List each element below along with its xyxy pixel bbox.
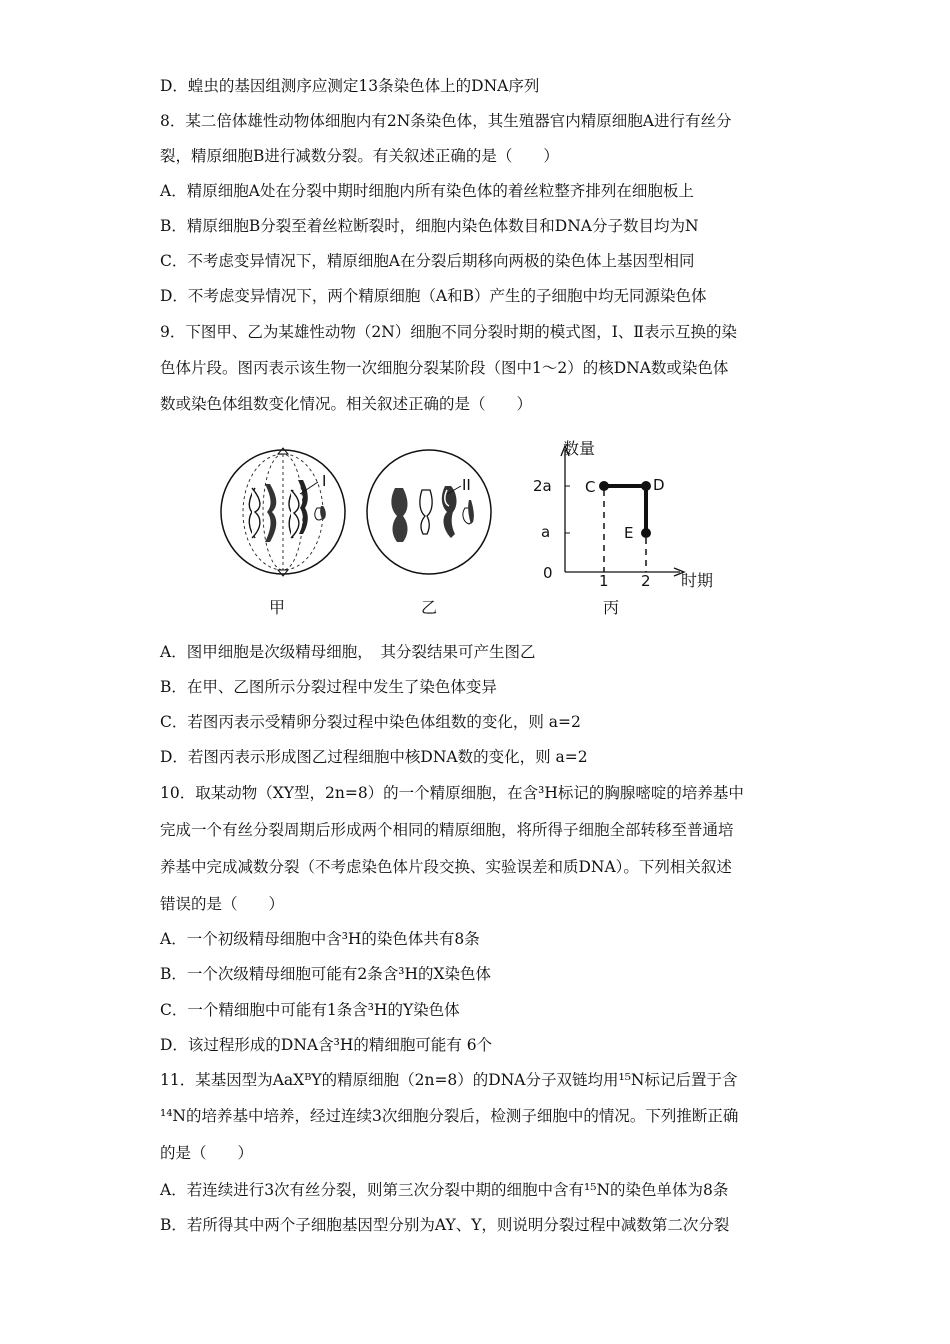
point-e — [641, 528, 651, 538]
question-11-stem-cont: ¹⁴N的培养基中培养，经过连续3次细胞分裂后，检测子细胞中的情况。下列推断正确 — [160, 1107, 739, 1125]
y-axis-label: 数量 — [563, 439, 596, 458]
cell-yi — [367, 450, 491, 574]
y-tick-0: 0 — [543, 564, 553, 582]
point-label-e: E — [624, 524, 634, 542]
x-axis-label: 时期 — [681, 571, 714, 590]
label-segment-ii: II — [462, 476, 471, 494]
y-tick-a: a — [541, 523, 551, 541]
caption-jia: 甲 — [269, 598, 286, 617]
question-9-stem-cont2: 数或染色体组数变化情况。相关叙述正确的是（ ） — [160, 395, 533, 413]
question-10-option-d: D．该过程形成的DNA含³H的精细胞可能有 6个 — [160, 1036, 493, 1054]
question-10-stem-cont2: 养基中完成减数分裂（不考虑染色体片段交换、实验误差和质DNA）。下列相关叙述 — [160, 858, 732, 876]
point-label-d: D — [653, 476, 665, 494]
question-8-option-d: D．不考虑变异情况下，两个精原细胞（A和B）产生的子细胞中均无同源染色体 — [160, 287, 707, 305]
caption-yi: 乙 — [421, 598, 438, 617]
question-9-stem-cont: 色体片段。图丙表示该生物一次细胞分裂某阶段（图中1～2）的核DNA数或染色体 — [160, 359, 729, 377]
question-10-stem-cont3: 错误的是（ ） — [160, 895, 285, 913]
question-11-option-a: A．若连续进行3次有丝分裂，则第三次分裂中期的细胞中含有¹⁵N的染色单体为8条 — [160, 1181, 729, 1199]
label-segment-i: I — [322, 472, 327, 490]
question-10-option-b: B．一个次级精母细胞可能有2条含³H的X染色体 — [160, 965, 492, 983]
question-8-stem-cont: 裂，精原细胞B进行减数分裂。有关叙述正确的是（ ） — [160, 147, 559, 165]
point-label-c: C — [585, 478, 596, 496]
question-9-option-c: C．若图丙表示受精卵分裂过程中染色体组数的变化，则 a=2 — [160, 713, 581, 731]
question-9-option-d: D．若图丙表示形成图乙过程细胞中核DNA数的变化，则 a=2 — [160, 748, 588, 766]
point-c — [599, 481, 609, 491]
point-d — [641, 481, 651, 491]
chart-bing — [533, 439, 713, 590]
question-8-option-c: C．不考虑变异情况下，精原细胞A在分裂后期移向两极的染色体上基因型相同 — [160, 252, 695, 270]
question-11-stem-cont2: 的是（ ） — [160, 1144, 254, 1162]
question-9-option-a: A．图甲细胞是次级精母细胞， 其分裂结果可产生图乙 — [160, 643, 536, 661]
question-10-option-a: A．一个初级精母细胞中含³H的染色体共有8条 — [160, 930, 480, 948]
cell-jia — [221, 448, 345, 576]
text-line-1: D．蝗虫的基因组测序应测定13条染色体上的DNA序列 — [160, 77, 540, 95]
question-10-stem-cont: 完成一个有丝分裂周期后形成两个相同的精原细胞，将所得子细胞全部转移至普通培 — [160, 821, 734, 839]
question-8-stem: 8．某二倍体雄性动物体细胞内有2N条染色体，其生殖器官内精原细胞A进行有丝分 — [160, 112, 732, 130]
y-tick-2a: 2a — [533, 477, 552, 495]
caption-bing: 丙 — [603, 598, 620, 617]
x-tick-1: 1 — [599, 572, 609, 590]
question-10-option-c: C．一个精细胞中可能有1条含³H的Y染色体 — [160, 1001, 460, 1019]
question-8-option-a: A．精原细胞A处在分裂中期时细胞内所有染色体的着丝粒整齐排列在细胞板上 — [160, 182, 694, 200]
question-11-option-b: B．若所得其中两个子细胞基因型分别为AY、Y，则说明分裂过程中减数第二次分裂 — [160, 1216, 730, 1234]
cell-diagrams — [215, 438, 735, 618]
question-9-figure — [215, 438, 735, 618]
x-tick-2: 2 — [641, 572, 651, 590]
question-8-option-b: B．精原细胞B分裂至着丝粒断裂时，细胞内染色体数目和DNA分子数目均为N — [160, 217, 699, 235]
question-9-stem: 9．下图甲、乙为某雄性动物（2N）细胞不同分裂时期的模式图，Ⅰ、Ⅱ表示互换的染 — [160, 323, 737, 341]
question-10-stem: 10．取某动物（XY型，2n=8）的一个精原细胞，在含³H标记的胸腺嘧啶的培养基中 — [160, 784, 744, 802]
question-9-option-b: B．在甲、乙图所示分裂过程中发生了染色体变异 — [160, 678, 497, 696]
question-11-stem: 11．某基因型为AaXᴮY的精原细胞（2n=8）的DNA分子双链均用¹⁵N标记后置于含 — [160, 1071, 738, 1089]
